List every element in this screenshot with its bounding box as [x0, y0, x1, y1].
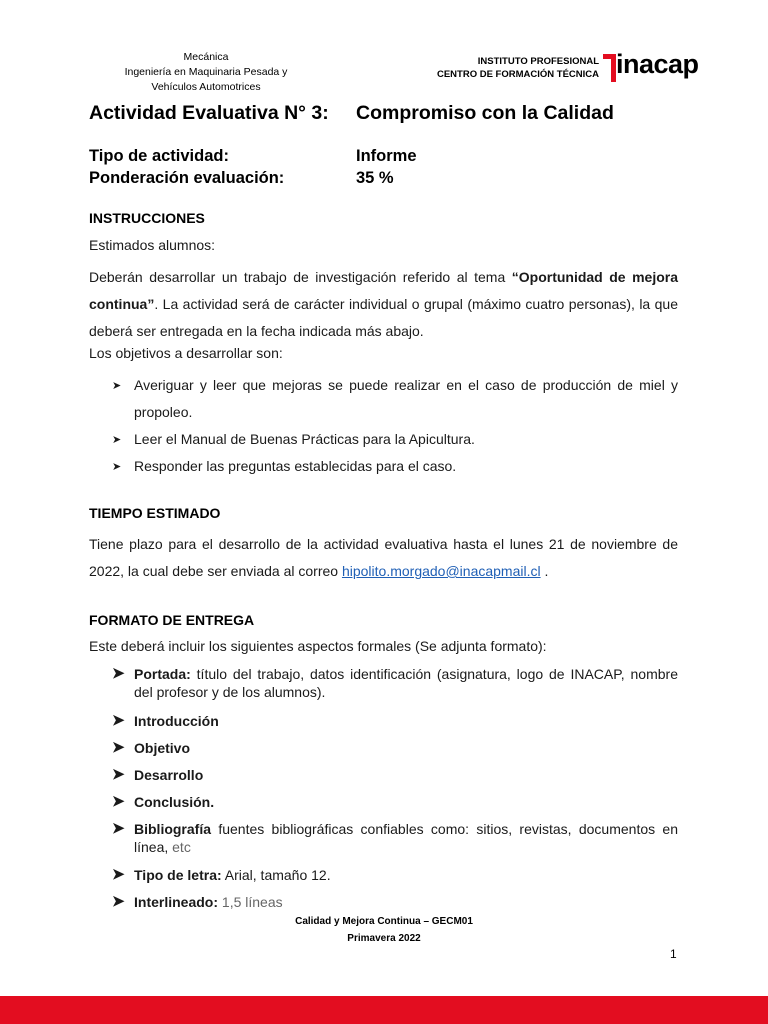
- logo-line-2: CENTRO DE FORMACIÓN TÉCNICA: [436, 69, 599, 80]
- header-line-area: Mecánica: [183, 51, 229, 63]
- formato-item-bibliografia: [112, 820, 678, 856]
- header-course-info: [112, 50, 300, 95]
- portada-text: título del trabajo, datos identificación (asignatura, logo de INACAP, nombre del profesor y de los alumnos).: [134, 666, 678, 700]
- paragraph-text-end: . La actividad será de carácter individual o grupal (máximo cuatro personas), la que deberá ser entregada en la fecha indicada más abajo.: [89, 296, 678, 339]
- bibliografia-label: Bibliografía: [134, 821, 212, 837]
- logo-line-1: INSTITUTO PROFESIONAL: [477, 56, 599, 67]
- letra-text: Arial, tamaño 12.: [221, 867, 331, 883]
- objetivo-item: [112, 453, 678, 480]
- header-line-career-2: Vehículos Automotrices: [151, 81, 261, 93]
- desarrollo-label: Desarrollo: [134, 767, 204, 783]
- logo-wordmark: inacap: [616, 49, 699, 79]
- introduccion-label: Introducción: [134, 713, 219, 729]
- email-link[interactable]: hipolito.morgado@inacapmail.cl: [341, 563, 541, 579]
- arrow-bullet-icon: ➤: [112, 820, 125, 837]
- objetivo-text: Responder las preguntas establecidas para el caso.: [134, 458, 457, 474]
- interlineado-text: 1,5 líneas: [218, 894, 283, 910]
- objetivo-text: Leer el Manual de Buenas Prácticas para la Apicultura.: [134, 431, 475, 447]
- footer-semester: Primavera 2022: [347, 933, 421, 944]
- formato-item-interlineado: [112, 893, 678, 911]
- bibliografia-text: fuentes bibliográficas confiables como: sitios, revistas, documentos en línea,: [134, 821, 678, 855]
- page-number: 1: [670, 947, 677, 961]
- arrow-bullet-icon: ➤: [112, 866, 125, 883]
- arrow-bullet-icon: ➤: [112, 434, 122, 446]
- logo-mark-icon: [603, 54, 616, 82]
- interlineado-label: Interlineado:: [134, 894, 219, 910]
- footer-course: Calidad y Mejora Continua – GECM01: [295, 916, 473, 927]
- paragraph-text: Deberán desarrollar un trabajo de investigación referido al tema: [89, 269, 512, 285]
- inacap-logo: [428, 49, 699, 84]
- portada-label: Portada:: [134, 666, 191, 682]
- tipo-actividad-label: Tipo de actividad:: [89, 147, 229, 165]
- tipo-actividad-value: Informe: [356, 147, 417, 165]
- letra-label: Tipo de letra:: [134, 867, 222, 883]
- objetivo-label: Objetivo: [134, 740, 191, 756]
- formato-item-conclusion: [112, 793, 678, 811]
- objetivo-item: [112, 426, 678, 453]
- formato-item-portada: [112, 665, 678, 701]
- greeting-text: Estimados alumnos:: [89, 237, 216, 253]
- topic-text: “Oportunidad de mejora continua”: [89, 269, 678, 312]
- instrucciones-heading: INSTRUCCIONES: [89, 210, 205, 226]
- arrow-bullet-icon: ➤: [112, 793, 125, 810]
- formato-item-objetivo: [112, 739, 678, 757]
- tiempo-text-end: .: [540, 563, 549, 579]
- arrow-bullet-icon: ➤: [112, 665, 125, 682]
- objetivo-item: [112, 372, 678, 426]
- document-title: Actividad Evaluativa N° 3:: [89, 102, 329, 124]
- arrow-bullet-icon: ➤: [112, 766, 125, 783]
- arrow-bullet-icon: ➤: [112, 739, 125, 756]
- formato-item-introduccion: [112, 712, 678, 730]
- ponderacion-value: 35 %: [356, 169, 394, 187]
- document-subtitle: Compromiso con la Calidad: [356, 102, 614, 124]
- formato-intro: Este deberá incluir los siguientes aspectos formales (Se adjunta formato):: [89, 638, 547, 654]
- tiempo-paragraph: [89, 531, 678, 585]
- formato-item-letra: [112, 866, 678, 884]
- bibliografia-etc: etc: [172, 839, 191, 855]
- instrucciones-paragraph: [89, 264, 678, 345]
- header-line-career: Ingeniería en Maquinaria Pesada y: [124, 66, 288, 78]
- conclusion-label: Conclusión.: [134, 794, 215, 810]
- objetivo-text: Averiguar y leer que mejoras se puede realizar en el caso de producción de miel y propoleo.: [134, 377, 678, 420]
- formato-heading: FORMATO DE ENTREGA: [89, 612, 255, 628]
- footer-red-bar: [0, 996, 768, 1024]
- tiempo-text: Tiene plazo para el desarrollo de la actividad evaluativa hasta el lunes 21 de noviembre de 2022, la cual debe ser enviada al correo: [89, 536, 678, 579]
- arrow-bullet-icon: ➤: [112, 380, 122, 392]
- formato-item-desarrollo: [112, 766, 678, 784]
- tiempo-heading: TIEMPO ESTIMADO: [89, 505, 221, 521]
- ponderacion-label: Ponderación evaluación:: [89, 169, 285, 187]
- arrow-bullet-icon: ➤: [112, 461, 122, 473]
- arrow-bullet-icon: ➤: [112, 893, 125, 910]
- arrow-bullet-icon: ➤: [112, 712, 125, 729]
- logo-institution-text: [428, 55, 599, 81]
- objetivos-intro: Los objetivos a desarrollar son:: [89, 345, 283, 361]
